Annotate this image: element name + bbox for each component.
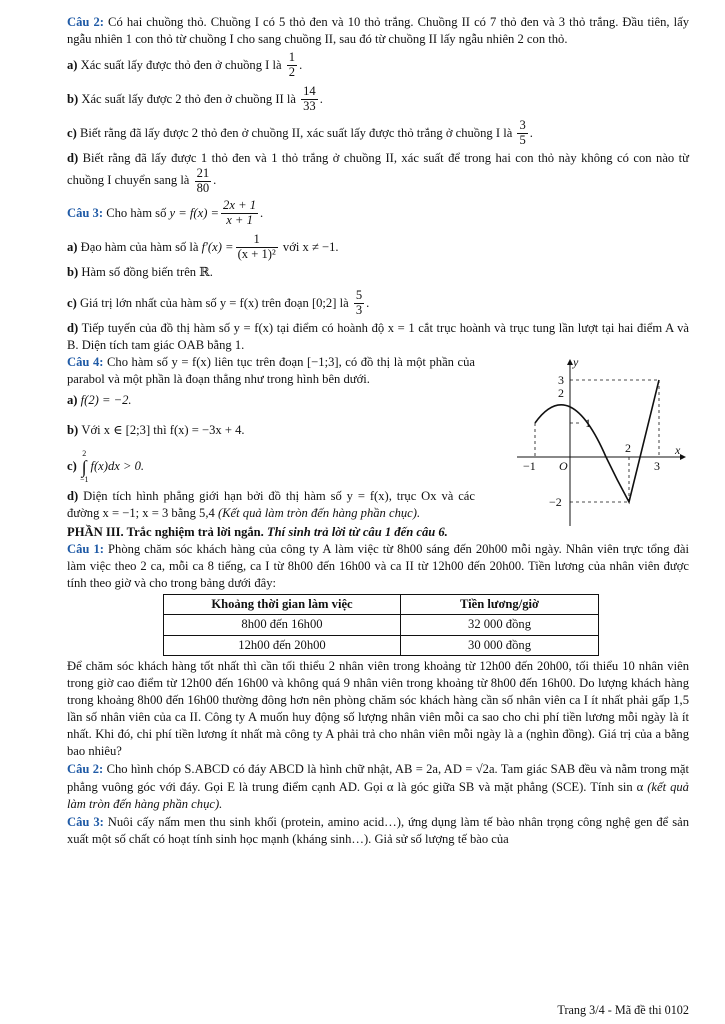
p3q3: Câu 3: Nuôi cấy nấm men thu sinh khối (protein, amino acid…), ứng dụng làm tế bào nhân trọng công nghệ gen để sản xuất một số chất có hoạt tính sinh học mạnh (kháng sinh…). Giả sử số lượng tế bào của	[67, 814, 689, 846]
q2-stem: Câu 2: Có hai chuồng thỏ. Chuồng I có 5 thỏ đen và 10 thỏ trắng. Chuồng II có 7 thỏ đen và 3 thỏ trắng. Đầu tiên, lấy ngẫu nhiên 1 con thỏ từ chuồng I cho sang chuồng II, sau đó từ chuồng II lấy ngẫu nhiên 2 con thỏ.	[67, 15, 689, 47]
q3-d: d) Tiếp tuyến của đồ thị hàm số y = f(x) tại điểm có hoành độ x = 1 cắt trục hoành và trục tung lần lượt tại hai điểm A và B. Diện tích tam giác OAB bằng 1.	[67, 321, 689, 353]
q4-d: d) Diện tích hình phẳng giới hạn bởi đồ thị hàm số y = f(x), trục Ox và các đường x = −1; x = 3 bằng 5,4 (Kết quả làm tròn đến hàng phần chục).	[67, 488, 475, 520]
q2-a: a) Xác suất lấy được thỏ đen ở chuồng I là $\frac{1}{2}$ .	[67, 49, 303, 79]
q4-stem: Câu 4: Cho hàm số y = f(x) liên tục trên đoạn [−1;3], có đồ thị là một phần của parabol và một phần là đoạn thẳng như trong hình bên dưới.	[67, 355, 475, 387]
y-tick-neg2: −2	[549, 495, 562, 510]
page-footer: Trang 3/4 - Mã đề thi 0102	[557, 1003, 689, 1017]
p3q1-stem: Câu 1: Phòng chăm sóc khách hàng của công ty A làm việc từ 8h00 sáng đến 20h00 mỗi ngày. Nhân viên trực tổng đài làm việc theo 2 ca, mỗi ca 8 tiếng, ca I từ 8h00 đến 16h00 và ca II từ 12h00 đến 20h00. Tiền lương của nhân viên được tính theo giờ và cho trong bảng dưới đây:	[67, 541, 689, 591]
q2-label: Câu 2:	[67, 15, 104, 29]
x-tick-2: 2	[625, 441, 631, 456]
q3-c: c) Giá trị lớn nhất của hàm số y = f(x) trên đoạn [0;2] là $\frac{5}{3}$ .	[67, 287, 370, 317]
q4-block	[67, 354, 689, 522]
exam-page	[67, 14, 689, 848]
graph-curve	[535, 380, 659, 502]
q3-stem: Câu 3: Cho hàm số y = f(x) = $\frac{2x + 1}{x + 1}$ .	[67, 197, 264, 227]
y-tick-3: 3	[558, 373, 564, 388]
q2-b: b) Xác suất lấy được 2 thỏ đen ở chuồng II là $\frac{14}{33}$ .	[67, 83, 323, 113]
x-tick-neg1: −1	[523, 459, 536, 474]
q4-c: c) 2 ∫ −1 f(x)dx > 0.	[67, 449, 145, 484]
table-header: Tiền lương/giờ	[401, 595, 599, 615]
table-header: Khoảng thời gian làm việc	[164, 595, 401, 615]
p3q1-body: Để chăm sóc khách hàng tốt nhất thì cần tối thiểu 2 nhân viên trong khoảng từ 12h00 đến 20h00, tối thiểu 10 nhân viên trong giờ cao điểm từ 12h00 đến 16h00 và không quá 9 nhân viên trong khoảng từ 8h00 đến 16h00. Do lượng khách hàng trong khoảng 8h00 đến 16h00 thường đông hơn nên phòng chăm sóc khách hàng cần số nhân viên ca I ít nhất phải gấp 1,5 lần số nhân viên của ca II. Công ty A muốn huy động số lượng nhân viên mỗi ca sao cho chi phí tiền lương mỗi ngày là ít nhất. Khi đó, chi phí tiền lương ít nhất mà công ty A phải trả cho nhân viên mỗi ngày là a (nghìn đồng). Giá trị của a bằng bao nhiêu?	[67, 658, 689, 759]
q3-b: b) Hàm số đồng biến trên ℝ.	[67, 265, 213, 280]
table-row: 8h00 đến 16h00 32 000 đồng	[164, 615, 599, 635]
q4-a: a) f(2) = −2.	[67, 392, 132, 407]
y-tick-1: 1	[585, 416, 591, 431]
q3-a: a) Đạo hàm của hàm số là f′(x) = $\frac{1}{\text{(x + 1)²}}$ với x ≠ −1.	[67, 231, 339, 261]
wage-table	[163, 594, 599, 655]
q2-c: c) Biết rằng đã lấy được 2 thỏ đen ở chuồng II, xác suất lấy được thỏ trắng ở chuồng I là $\frac{3}{5}$ .	[67, 117, 533, 147]
x-tick-3: 3	[654, 459, 660, 474]
q2-d: d) Biết rằng đã lấy được 1 thỏ đen và 1 thỏ trắng ở chuồng II, xác suất để trong hai con thỏ này không có con nào từ chuồng I chuyển sang là $\frac{21}{80}$ .	[67, 151, 689, 196]
table-row: 12h00 đến 20h00 30 000 đồng	[164, 635, 599, 655]
function-graph	[513, 354, 693, 530]
y-axis-label: y	[573, 355, 579, 370]
y-tick-2: 2	[558, 386, 564, 401]
origin-label: O	[559, 459, 568, 474]
integral-sign: 2 ∫ −1	[79, 449, 89, 484]
x-axis-label: x	[675, 443, 681, 458]
part3-heading: PHẦN III. Trắc nghiệm trả lời ngắn. Thí sinh trả lời từ câu 1 đến câu 6.	[67, 524, 448, 539]
q4-b: b) Với x ∈ [2;3] thì f(x) = −3x + 4.	[67, 422, 245, 437]
p3q2: Câu 2: Cho hình chóp S.ABCD có đáy ABCD là hình chữ nhật, AB = 2a, AD = √2a. Tam giác SAB đều và nằm trong mặt phẳng vuông góc với đáy. Gọi E là trung điểm cạnh AD. Gọi α là góc giữa SB và mặt phẳng (SCE). Tính sin α (kết quả làm tròn đến hàng phần chục).	[67, 762, 689, 811]
guide-lines	[535, 380, 659, 502]
